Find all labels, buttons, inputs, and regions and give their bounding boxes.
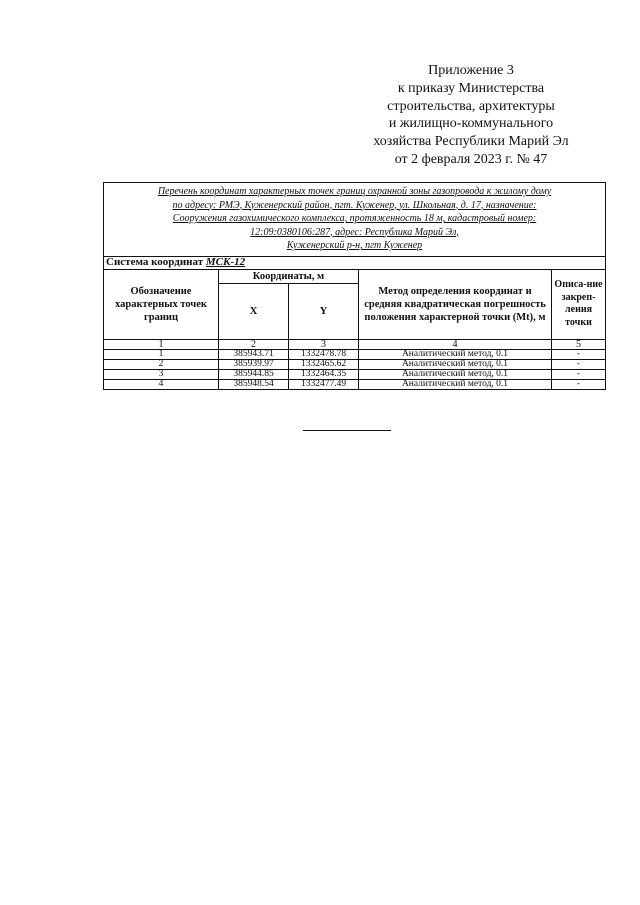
cell-y: 1332464.35 — [289, 369, 359, 379]
header-row — [104, 269, 606, 283]
annex-line: строительства, архитектуры — [387, 98, 555, 114]
table-row — [104, 369, 606, 379]
header-coordinates: Координаты, м — [219, 269, 359, 283]
caption-line: Сооружения газохимического комплекса, протяженность 18 м, кадастровый номер: — [172, 213, 537, 224]
header-point-designation: Обозначение характерных точек границ — [104, 269, 219, 339]
cell-method: Аналитический метод, 0.1 — [359, 359, 552, 369]
cell-point: 2 — [104, 359, 219, 369]
column-number: 1 — [104, 339, 219, 349]
cell-y: 1332478.78 — [289, 349, 359, 359]
table-caption-row — [104, 183, 606, 257]
caption-line: по адресу: РМЭ, Куженерский район, пгт. Куженер, ул. Школьная, д. 17, назначение: — [172, 199, 537, 211]
annex-line: Приложение 3 — [428, 63, 514, 78]
annex-line: к приказу Министерства — [397, 80, 545, 96]
column-number: 4 — [359, 339, 552, 349]
cell-description: - — [552, 349, 606, 359]
coordinate-system-name: МСК-12 — [205, 256, 246, 268]
cell-x: 385944.85 — [219, 369, 289, 379]
coordinate-system-label: Система координат — [106, 256, 204, 268]
table-row — [104, 349, 606, 359]
header-y: Y — [289, 283, 359, 339]
column-number: 5 — [552, 339, 606, 349]
coordinates-table — [103, 182, 606, 390]
cell-description: - — [552, 379, 606, 389]
cell-y: 1332477.49 — [289, 379, 359, 389]
cell-method: Аналитический метод, 0.1 — [359, 349, 552, 359]
column-numbers-row — [104, 339, 606, 349]
cell-x: 385948.54 — [219, 379, 289, 389]
cell-method: Аналитический метод, 0.1 — [359, 379, 552, 389]
column-number: 2 — [219, 339, 289, 349]
caption-line: Куженерский р-н, пгт Куженер — [286, 240, 423, 251]
annex-line: от 2 февраля 2023 г. № 47 — [394, 151, 548, 167]
column-number: 3 — [289, 339, 359, 349]
annex-line: хозяйства Республики Марий Эл — [373, 134, 569, 150]
table-caption — [104, 183, 606, 257]
annex-heading — [340, 62, 602, 169]
annex-line: и жилищно-коммунального — [388, 116, 554, 132]
signature-line — [303, 430, 391, 431]
cell-x: 385939.97 — [219, 359, 289, 369]
header-method: Метод определения координат и средняя квадратическая погрешность положения характерной точки (Mt), м — [359, 269, 552, 339]
table-row — [104, 359, 606, 369]
cell-point: 4 — [104, 379, 219, 389]
cell-method: Аналитический метод, 0.1 — [359, 369, 552, 379]
caption-line: 12:09:0380106:287, адрес: Республика Марий Эл, — [250, 226, 459, 238]
header-x: X — [219, 283, 289, 339]
header-description: Описа-ние закреп-ления точки — [552, 269, 606, 339]
coordinate-system — [104, 256, 606, 269]
cell-y: 1332465.62 — [289, 359, 359, 369]
caption-line: Перечень координат характерных точек границ охранной зоны газопровода к жилому дому — [157, 186, 552, 197]
cell-description: - — [552, 359, 606, 369]
coordinate-system-row — [104, 256, 606, 269]
cell-x: 385943.71 — [219, 349, 289, 359]
cell-description: - — [552, 369, 606, 379]
cell-point: 1 — [104, 349, 219, 359]
table-row — [104, 379, 606, 389]
cell-point: 3 — [104, 369, 219, 379]
